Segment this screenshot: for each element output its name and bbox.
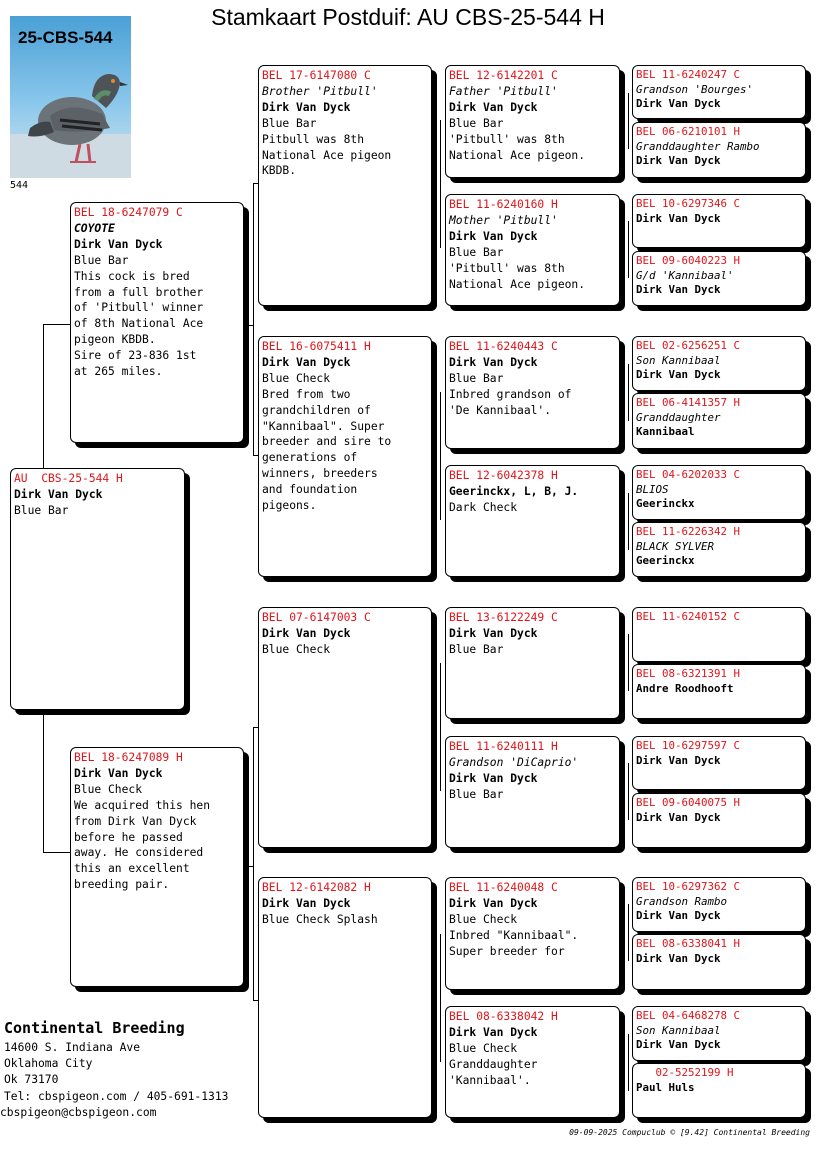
- ring-number: BEL 11-6240048 C: [449, 881, 558, 894]
- card-line: Inbred grandson of: [449, 387, 572, 401]
- ring-number: BEL 11-6240111 H: [449, 740, 558, 753]
- card-line: Dark Check: [449, 500, 518, 514]
- connector-line: [628, 364, 629, 421]
- breeder-name: Dirk Van Dyck: [449, 626, 538, 640]
- ring-number: BEL 08-6338041 H: [636, 937, 741, 950]
- connector-line: [43, 852, 70, 853]
- breeder-name: Dirk Van Dyck: [74, 766, 163, 780]
- card-line: We acquired this hen: [74, 798, 211, 812]
- ring-number: BEL 08-6338042 H: [449, 1010, 558, 1023]
- breeder-name: Dirk Van Dyck: [449, 355, 538, 369]
- ring-number: BEL 09-6040223 H: [636, 254, 741, 267]
- city-line: Oklahoma City: [4, 1057, 93, 1071]
- card-line: of 'Pitbull' winner: [74, 301, 204, 315]
- ring-number: BEL 04-6202033 C: [636, 468, 741, 481]
- card-line: Super breeder for: [449, 944, 565, 958]
- card-line: Mother 'Pitbull': [449, 213, 558, 227]
- pigeon-card-gen3[interactable]: [258, 65, 432, 306]
- ring-number: BEL 06-4141357 H: [636, 396, 741, 409]
- connector-line: [244, 325, 253, 326]
- card-line: Blue Bar: [449, 642, 504, 656]
- card-line: Blue Check: [74, 782, 143, 796]
- ring-number: BEL 10-6297597 C: [636, 739, 741, 752]
- connector-line: [628, 221, 629, 278]
- pigeon-card-gen5[interactable]: [632, 393, 806, 449]
- card-line: pigeon KBDB.: [74, 333, 156, 347]
- card-line: 'De Kannibaal'.: [449, 403, 552, 417]
- pigeon-card-sire[interactable]: [70, 202, 244, 443]
- card-line: at 265 miles.: [74, 365, 163, 379]
- pigeon-card-gen5[interactable]: [632, 122, 806, 178]
- pigeon-card-gen5[interactable]: [632, 793, 806, 848]
- card-line: of 8th National Ace: [74, 317, 204, 331]
- card-line: Sire of 23-836 1st: [74, 349, 197, 363]
- breeder-name: Dirk Van Dyck: [449, 771, 538, 785]
- breeder-name: Dirk Van Dyck: [262, 355, 351, 369]
- pigeon-card-gen4[interactable]: [445, 877, 620, 990]
- ring-number: BEL 07-6147003 C: [262, 611, 371, 624]
- breeder-name: Dirk Van Dyck: [636, 951, 721, 965]
- card-line: Blue Check: [262, 371, 331, 385]
- breeder-name: Dirk Van Dyck: [636, 810, 721, 824]
- pigeon-card-gen4[interactable]: [445, 194, 620, 306]
- card-line: Blue Check Splash: [262, 912, 378, 926]
- pigeon-card-gen4[interactable]: [445, 736, 620, 848]
- pigeon-card-gen5[interactable]: [632, 877, 806, 932]
- ring-number: BEL 11-6240160 H: [449, 198, 558, 211]
- breeder-name: Kannibaal: [636, 425, 695, 438]
- ring-number: BEL 06-6210101 H: [636, 125, 741, 138]
- pigeon-card-gen5[interactable]: [632, 607, 806, 662]
- connector-line: [244, 866, 253, 867]
- connector-line: [628, 493, 629, 550]
- ring-number: BEL 17-6147080 C: [262, 69, 371, 82]
- ring-number: BEL 18-6247079 C: [74, 206, 183, 219]
- pigeon-card-dam[interactable]: [70, 747, 244, 987]
- breeder-name: Dirk Van Dyck: [262, 100, 351, 114]
- card-line: breeding pair.: [74, 878, 170, 892]
- card-line: Son Kannibaal: [636, 1023, 721, 1037]
- ring-number: BEL 11-6240247 C: [636, 68, 741, 81]
- connector-line: [43, 324, 70, 325]
- card-line: winners, breeders: [262, 467, 378, 481]
- address-line: 14600 S. Indiana Ave: [4, 1041, 141, 1054]
- breeder-name: Dirk Van Dyck: [449, 100, 538, 114]
- pigeon-card-gen5[interactable]: [632, 736, 806, 790]
- card-line: Grandson 'Bourges': [636, 82, 754, 96]
- pigeon-card-gen5[interactable]: [632, 336, 806, 391]
- card-line: Granddaughter: [449, 1057, 538, 1071]
- pigeon-card-gen3[interactable]: [258, 336, 432, 577]
- card-line: Blue Bar: [449, 787, 504, 801]
- card-line: from Dirk Van Dyck: [74, 814, 197, 828]
- card-line: away. He considered: [74, 846, 204, 860]
- pigeon-card-gen4[interactable]: [445, 65, 620, 178]
- breeder-name: Dirk Van Dyck: [14, 487, 103, 501]
- ring-number: BEL 11-6240152 C: [636, 610, 741, 623]
- breeder-name: Geerinckx, L, B, J.: [449, 484, 579, 498]
- pigeon-card-gen4[interactable]: [445, 336, 620, 449]
- card-line: This cock is bred: [74, 269, 190, 283]
- breeder-name: Dirk Van Dyck: [262, 626, 351, 640]
- card-line: Blue Bar: [74, 253, 129, 267]
- ring-number: AU CBS-25-544 H: [14, 472, 123, 485]
- breeder-name: Dirk Van Dyck: [74, 237, 163, 251]
- pigeon-card-gen5[interactable]: [632, 251, 806, 306]
- ring-number: BEL 12-6042378 H: [449, 469, 558, 482]
- card-line: this an excellent: [74, 862, 190, 876]
- print-footer: 09-09-2025 Compuclub © [9.42] Continental Breeding: [569, 1128, 810, 1137]
- breeder-name: Dirk Van Dyck: [636, 1038, 721, 1051]
- card-line: from a full brother: [74, 285, 204, 299]
- email-line: cbspigeon@cbspigeon.com: [0, 1105, 157, 1119]
- breeder-name: Geerinckx: [636, 497, 695, 510]
- ring-number: BEL 04-6468278 C: [636, 1009, 741, 1022]
- card-line: Blue Bar: [449, 371, 504, 385]
- connector-line: [628, 634, 629, 691]
- page-title: Stamkaart Postduif: AU CBS-25-544 H: [211, 4, 605, 30]
- card-line: 'Pitbull' was 8th: [449, 132, 565, 146]
- pigeon-card-gen3[interactable]: [258, 607, 432, 848]
- breeder-name: Dirk Van Dyck: [449, 229, 538, 243]
- card-line: before he passed: [74, 830, 183, 844]
- ring-number: BEL 11-6240443 C: [449, 340, 558, 353]
- pigeon-card-gen5[interactable]: [632, 1006, 806, 1061]
- card-line: BLACK SYLVER: [636, 539, 715, 553]
- breeder-name: Geerinckx: [636, 554, 695, 567]
- card-line: Father 'Pitbull': [449, 84, 558, 98]
- breeder-name: Dirk Van Dyck: [636, 368, 721, 381]
- card-line: and foundation: [262, 483, 358, 497]
- card-line: National Ace pigeon.: [449, 277, 586, 291]
- card-line: BLIOS: [636, 482, 669, 496]
- card-line: generations of: [262, 451, 358, 465]
- card-line: Blue Bar: [449, 116, 504, 130]
- connector-line: [440, 934, 441, 1062]
- card-line: Granddaughter: [636, 410, 721, 424]
- card-line: Pitbull was 8th: [262, 132, 365, 146]
- card-line: Inbred "Kannibaal".: [449, 928, 579, 942]
- card-line: grandchildren of: [262, 403, 371, 417]
- card-line: 'Pitbull' was 8th: [449, 261, 565, 275]
- breeder-name: Paul Huls: [636, 1080, 695, 1094]
- connector-line: [628, 93, 629, 149]
- breeder-name: Dirk Van Dyck: [636, 211, 721, 225]
- card-line: Bred from two: [262, 387, 351, 401]
- card-line: Grandson Rambo: [636, 894, 728, 908]
- pigeon-card-gen5[interactable]: [632, 664, 806, 719]
- breeder-name: Dirk Van Dyck: [262, 896, 351, 910]
- pigeon-card-subject[interactable]: [10, 468, 185, 710]
- card-line: Blue Check: [262, 642, 331, 656]
- card-line: Blue Check: [449, 1041, 518, 1055]
- card-line: G/d 'Kannibaal': [636, 268, 734, 282]
- connector-line: [440, 120, 441, 248]
- ring-number: BEL 12-6142201 C: [449, 69, 558, 82]
- loft-name: Continental Breeding: [4, 1019, 185, 1037]
- ring-number: BEL 10-6297362 C: [636, 880, 741, 893]
- ring-number: BEL 09-6040075 H: [636, 796, 741, 809]
- card-line: breeder and sire to: [262, 435, 392, 449]
- ring-number: BEL 18-6247089 H: [74, 751, 183, 764]
- pigeon-photo: [10, 16, 131, 178]
- breeder-name: Dirk Van Dyck: [636, 97, 721, 110]
- pigeon-name: COYOTE: [74, 221, 115, 235]
- ring-number: 02-5252199 H: [636, 1066, 734, 1079]
- breeder-name: Dirk Van Dyck: [636, 909, 721, 922]
- ring-label: 544: [10, 180, 29, 191]
- connector-line: [628, 1034, 629, 1091]
- card-line: Son Kannibaal: [636, 353, 721, 367]
- state-zip-line: Ok 73170: [4, 1073, 59, 1087]
- breeder-name: Dirk Van Dyck: [636, 154, 721, 167]
- ring-number: BEL 10-6297346 C: [636, 197, 741, 210]
- card-line: KBDB.: [262, 164, 297, 178]
- ring-number: BEL 11-6226342 H: [636, 525, 741, 538]
- card-line: pigeons.: [262, 499, 317, 513]
- pigeon-card-gen5[interactable]: [632, 1063, 806, 1118]
- pigeon-card-gen4[interactable]: [445, 1006, 620, 1118]
- breeder-name: Andre Roodhooft: [636, 681, 734, 695]
- card-line: National Ace pigeon.: [449, 148, 586, 162]
- connector-line: [43, 324, 44, 468]
- card-line: Brother 'Pitbull': [262, 84, 378, 98]
- card-line: Blue Bar: [449, 245, 504, 259]
- breeder-name: Dirk Van Dyck: [449, 1025, 538, 1039]
- pigeon-card-gen3[interactable]: [258, 877, 432, 1118]
- card-line: "Kannibaal". Super: [262, 419, 385, 433]
- breeder-name: Dirk Van Dyck: [449, 896, 538, 910]
- ring-number: BEL 02-6256251 C: [636, 339, 741, 352]
- band-label: 25-CBS-544: [18, 28, 113, 47]
- ring-number: BEL 13-6122249 C: [449, 611, 558, 624]
- breeder-contact: [0, 1018, 229, 1121]
- card-line: Blue Check: [449, 912, 518, 926]
- pigeon-card-gen5[interactable]: [632, 522, 806, 577]
- ring-number: BEL 08-6321391 H: [636, 667, 741, 680]
- pigeon-card-gen5[interactable]: [632, 934, 806, 990]
- connector-line: [440, 392, 441, 520]
- pigeon-card-gen5[interactable]: [632, 465, 806, 520]
- color-line: Blue Bar: [14, 503, 69, 517]
- connector-line: [628, 904, 629, 961]
- phone-line: Tel: cbspigeon.com / 405-691-1313: [4, 1089, 229, 1103]
- card-line: Granddaughter Rambo: [636, 139, 760, 153]
- card-line: Grandson 'DiCaprio': [449, 755, 579, 769]
- breeder-name: Dirk Van Dyck: [636, 283, 721, 296]
- connector-line: [253, 183, 254, 456]
- pigeon-card-gen5[interactable]: [632, 65, 806, 119]
- breeder-name: Dirk Van Dyck: [636, 753, 721, 767]
- card-line: Blue Bar: [262, 116, 317, 130]
- ring-number: BEL 16-6075411 H: [262, 340, 371, 353]
- ring-number: BEL 12-6142082 H: [262, 881, 371, 894]
- card-line: 'Kannibaal'.: [449, 1073, 531, 1087]
- pigeon-card-gen4[interactable]: [445, 607, 620, 719]
- connector-line: [253, 727, 254, 1000]
- connector-line: [628, 763, 629, 820]
- pigeon-card-gen4[interactable]: [445, 465, 620, 577]
- card-line: National Ace pigeon: [262, 148, 392, 162]
- connector-line: [43, 713, 44, 852]
- connector-line: [440, 663, 441, 791]
- pigeon-card-gen5[interactable]: [632, 194, 806, 248]
